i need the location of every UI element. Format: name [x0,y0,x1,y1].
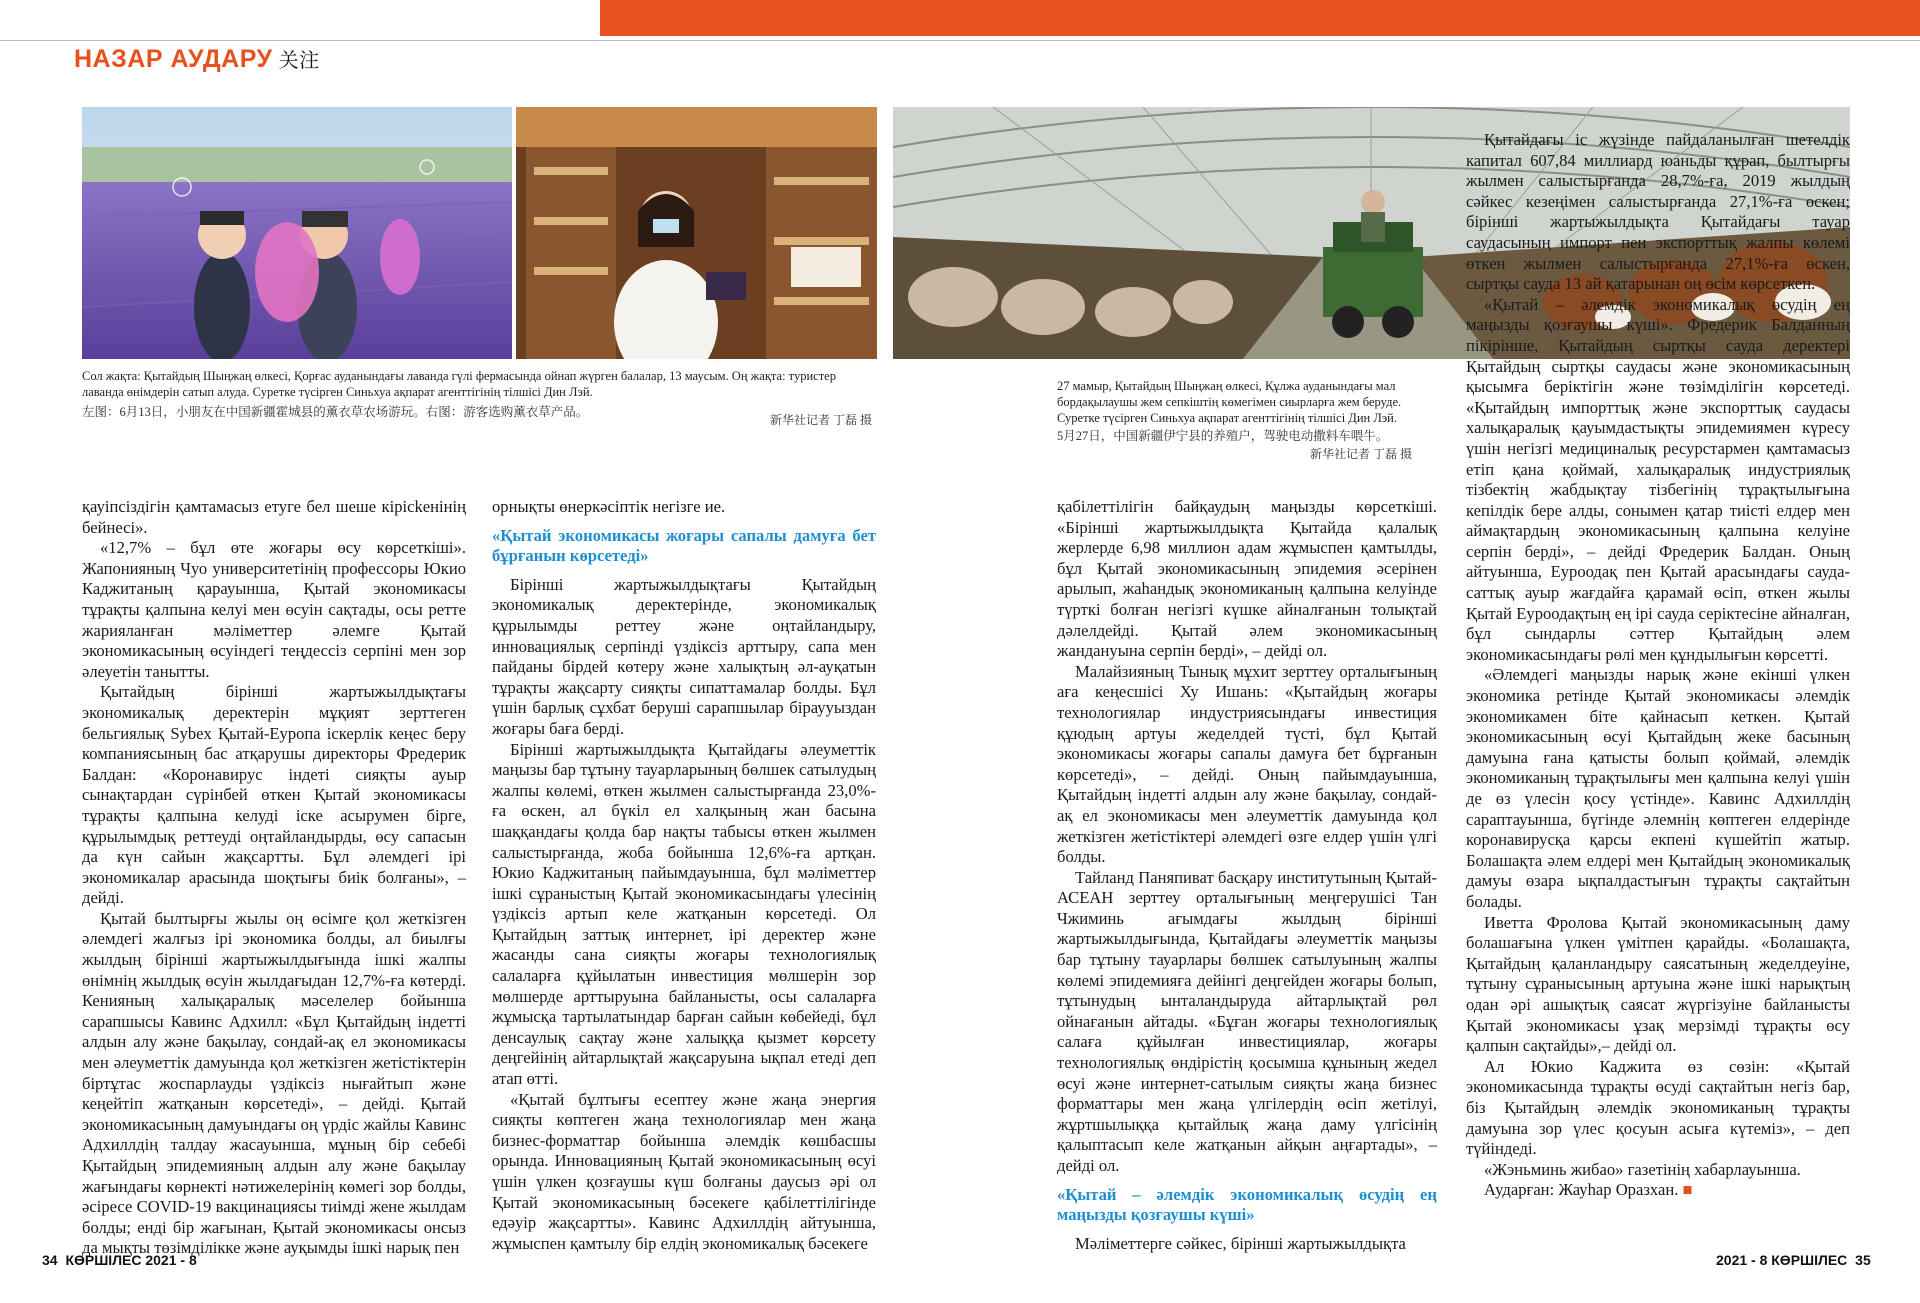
paragraph: қауіпсіздігін қамтамасыз етуге бел шеше кірісkенінің бейнесі». [82,497,466,537]
folio-left [42,1252,197,1268]
folio-right [1716,1252,1871,1268]
photo-lavender-products [516,107,877,359]
text-column-2 [492,497,876,1254]
header-rule [0,40,1920,41]
paragraph: «12,7% – бұл өте жоғары өсу көрсеткіші». Жапонияның Чуо университетінің профессоры Юкио Каджитаның қарауынша, Қытай экономикасы тұрақты қалпына келуі мен өсуін сақтады, осы ретте жарияланған мәліметтер әлемге Қытай экономикасының өсуіндегі теңдессіз серпіні мен зор әлеуетін танытты. [82,538,466,681]
caption-right-kz: 27 мамыр, Қытайдың Шыңжаң өлкесі, Құлжа ауданындағы мал бордақылаушы жем сепкіштің көмегімен сиырларға жем беруде. Суретке түсірген Синьхуа ақпарат агенттігінің тілшісі Дин Лэй. [1057,379,1402,425]
paragraph: «Жэньминь жибао» газетінің хабарлауынша. [1484,1159,1801,1179]
paragraph [1466,1180,1850,1201]
paragraph: «Қытай – әлемдік экономикалық өсудің ең маңызды қозғаушы күші». Фредерик Балданның пікірінше, Қытайдың сыртқы сауда деректері Қытайдың сыртқы саудасы және экономикасының қысымға беріктігін және төзімділігін көрсетеді. «Қытайдың импорттық және экспорттық саудасы халықаралық қауымдастықты эпидемиямен күресу үшін негізгі медициналық ресурстармен қамтамасыз етіп қана қоймай, халықаралық индустриялық тізбектің жабдықтау тізбегінің тұрақтылығына кепілдік бере алды, сонымен қатар тиісті елдер мен аймақтардың экономикасының қалпына келуіне серпін берді», – дейді Фредерик Балдан. Оның айтуынша, Еуроодақ пен Қытай арасындағы сауда-саттық ауыр жағдайға қарамай өсіп, өткен жылы Қытай Еуроодақтың ең ірі сауда серіктесіне айналған, бұл сындарлы сәттер Қытайдың әлем экономикасындағы рөлі мен құндылығын көрсетті. [1466,294,1850,664]
caption-right-zh: 5月27日，中国新疆伊宁县的养殖户，驾驶电动撒料车喂牛。 [1057,429,1389,443]
page-number-left: 34 [42,1252,58,1268]
paragraph: Мәліметтерге сәйкес, бірінші жартыжылдықта [1075,1233,1406,1253]
paragraph: Иветта Фролова Қытай экономикасының даму болашағына үлкен үмітпен қарайды. «Болашақта, Қытайдың қаланландыру саясатының жеделдеуіне, тұтыну сұранысының артуына және ішкі нарықтың одан әрі ашықтық саясат жүргізуіне байланысты Қытай экономикасы ұзақ мерзімді тұрақты өсу қалпын сақтайды»,– дейді ол. [1466,912,1850,1056]
paragraph: «Әлемдегі маңызды нарық және екінші үлкен экономика ретінде Қытай экономикасы әлемдік экономикамен біте қайнасып кеткен. Қытай экономикасының өсуі Қытайдың жеке басының дамуына ғана қатысты болып қоймай, әлемдік экономиканың тұрақтылығы мен қалпына келуі үшін де өз үлесін қосу үстінде». Кавинс Адхиллдің сараптауынша, бүгінде әлемнің көптеген елдерінде коронавирусқа қарсы екпені күшейтіп жатыр. Болашақта әлем елдері мен Қытайдың экономикалық дамуы өзара ықпалдастығын тұрақты сақтайтын болады. [1466,665,1850,911]
subheading: «Қытай экономикасы жоғары сапалы дамуға бет бұрғанын көрсетеді» [492,525,876,566]
caption-left-zh: 左图：6月13日，小朋友在中国新疆霍城县的薰衣草农场游玩。右图：游客选购薰衣草产品。 [82,405,589,419]
paragraph: Қытай былтырғы жылы оң өсімге қол жеткізген әлемдегі жалғыз ірі экономика болды, ал биылғы жылдың бірінші жартыжылдығында ішкі жалпы өнімнің жылдық өсуін жылдағыдан 12,7%-ға көтерді. Кенияның халықаралық мәселелер бойынша сарапшысы Кавинс Адхилл: «Бұл Қытайдың індетті алдын алу және бақылау, сондай-ақ ел экономикасы мен әлеуметтік дамуында қол жеткізген жетістіктерін біртұтас жоспарлауды үздіксіз нығайтып және кеңейтіп жатқанын көрсетеді», – дейді. Қытай экономикасының дамуындағы оң үрдіс жайлы Кавинс Адхиллдің талдау жасауынша, мұның бір себебі Қытайдың эпидемияның алдын алу және бақылау жағындағы көрнекті нәтижелерінің көмегі зор болды, әсіресе COVID-19 вакцинациясы тиімді жене жылдам болды; енді бір жағынан, Қытай экономикасы онсыз да мықты төзімділікке және ауқымды ішкі нарық пен [82,908,466,1258]
caption-right [1057,378,1417,444]
translator-credit: Аударған: Жауһар Оразхан. [1484,1180,1679,1200]
paragraph: орнықты өнеркәсіптік негізге ие. [492,497,726,516]
text-column-4 [1466,130,1850,1201]
section-title-kz: НАЗАР АУДАРУ [74,45,273,73]
lavender-products-image [516,107,877,359]
paragraph: Малайзияның Тынық мұхит зерттеу орталығының аға кеңесшісі Ху Ишань: «Қытайдың жоғары технологиялар индустриясындағы инвестиция құюдың артуы жеделдей түсті, бұл Қытай экономикасы жоғары сапалы дамуға бет бұрғанын көрсетеді», – дейді. Оның пайымдауынша, Қытайдың індетті алдын алу және бақылау, сондай-ақ ел экономикасы мен әлеуметтік дамуында қол жеткізген жетістіктері әлемдегі өзге елдер үшін үлгі болды. [1057,661,1437,867]
paragraph: Қытайдағы іс жүзінде пайдаланылған шетелдік капитал 607,84 миллиард юаньды құрап, былтырғы жылмен салыстырғанда 28,7%-ға, 2019 жылдың сәйкес кезеңімен салыстырғанда 27,1%-ға өскен; бірінші жартыжылдықта Қытайдағы тауар саудасының импорт пен экспорттық жалпы көлемі өткен жылмен салыстырғанда 27,1%-ға өскен, сыртқы сауда 13 ай қатарынан оң өсім көрсеткен. [1466,130,1850,294]
text-column-1 [82,497,466,1259]
caption-left [82,368,879,420]
caption-left-credit: 新华社记者 丁磊 摄 [770,413,873,427]
top-accent-bar [600,0,1920,36]
photo-lavender-children [82,107,512,359]
paragraph: Ал Юкио Каджита өз сөзін: «Қытай экономикасында тұрақты өсуді сақтайтын негіз бар, біз Қытайдың әлемдік экономиканың тұрақты дамуына зор үлес қосуын асыға күтеміз», – деп түйіндеді. [1466,1056,1850,1159]
page-number-right: 35 [1855,1252,1871,1268]
paragraph: Тайланд Паняпиват басқару институтының Қытай-АСЕАН зерттеу орталығының меңгерушісі Тан Чжиминь ағымдағы жылдың бірінші жартыжылдығында, Қытайдағы әлеуметтік маңызы бар тұтыну тауарлары бөлшек сатылуының жалпы көлемі эпидемияға дейінгі деңгейден жоғары болып, тұтынудың ынталандыруда айтарлықтай рөл ойнағанын айтады. «Бұған жоғары технологиялық салаға құйылған инвестициялар, жоғары технологиялық өндірістің қосымша құнының жедел өсуі және интернет-сатылым сияқты жаңа бизнес форматтары мен жаңа үлгілердің өсіп жетілуі, жұртшылыққа қытайлық жаңа даму үлгісінің қалыптасып келе жатқанын айқын аңғартады», – дейді ол. [1057,867,1437,1175]
magazine-issue-left: КӨРШІЛЕС 2021 - 8 [65,1252,197,1268]
caption-left-kz: Сол жақта: Қытайдың Шыңжаң өлкесі, Қорғас ауданындағы лаванда гүлі фермасында ойнап жүрген балалар, 13 маусым. Оң жақта: туристер лаванда өнімдерін сатып алуда. Суретке түсірген Синьхуа ақпарат агенттігінің тілшісі Дин Лэй. [82,369,836,399]
section-title-cn: 关注 [278,50,320,72]
paragraph: «Қытай бұлтығы есептеу және жаңа энергия сияқты көптеген жаңа технологиялар мен жаңа бизнес-форматтар бойынша әлемдік көшбасшы орында. Инновацияның Қытай экономикасының өсуі үшін үлкен қозғаушы күш болғаны даусыз әрі ол Қытай экономикасының бәсекеге қабілеттілігінде едәуір жақсартты». Кавинс Адхиллдің айтуынша, жұмыспен қамтылу бір елдің экономикалық бәсекеге [492,1089,876,1253]
caption-right-credit: 新华社记者 丁磊 摄 [1310,447,1413,461]
end-mark-icon: ■ [1682,1180,1693,1200]
lavender-children-image [82,107,512,359]
section-title [74,44,320,74]
paragraph: Бірінші жартыжылдықта Қытайдағы әлеуметтік маңызы бар тұтыну тауарларының бөлшек сатылудың жалпы көлемі, өткен жылмен салыстырғанда 23,0%-ға өскен, ал бүкіл ел халқының жан басына шаққандағы қолда бар нақты табысы өткен жылмен салыстырғанда, жоба бойынша 12,6%-ға артқан. Юкио Каджитаның пайымдауынша, бұл мәліметтер ішкі сұраныстың Қытай экономикасындағы үлесінің үздіксіз артып келе жатқанын көрсетеді. Ол Қытайдың заттық интернет, ірі деректер және жасанды сана сияқты жоғары технологиялық салаларға құйылатын инвестиция мөлшерін зор мөлшерде арттыруына байланысты, осы салаларға жұмысқа тартылатындар барған сайын көбейеді, бұл денсаулық сақтау және халыққа қызмет көрсету деңгейінің айтарлықтай жақсаруына ықпал етеді деп атап өтті. [492,739,876,1089]
paragraph: қабілеттілігін байқаудың маңызды көрсеткіші. «Бірінші жартыжылдықта Қытайда қалалық жерлерде 6,98 миллион адам жұмыспен қамтылды, бұл Қытай экономикасының эпидемия әсерінен арылып, жаһандық экономиканың қалпына келуінде түрткі болған негізгі күшке айналғанын толықтай дәлелдейді. Қытай әлем экономикасының жандануына серпін берді», – дейді ол. [1057,497,1437,661]
paragraph: Бірінші жартыжылдықтағы Қытайдың экономикалық деректерінде, экономикалық құрылымды реттеу және оңтайландыру, инновациялық серпінді үздіксіз арттыру, сапа мен пайданы бірдей көтеру және халықтың әл-ауқатын тұрақты жақсарту сияқты сипаттамалар болды. Бұл үшін барлық сұхбат беруші сарапшылар біраууыздан жоғары баға берді. [492,574,876,738]
text-column-3 [1057,497,1437,1254]
subheading: «Қытай – әлемдік экономикалық өсудің ең маңызды қозғаушы күші» [1057,1184,1437,1225]
paragraph: Қытайдың бірінші жартыжылдықтағы экономикалық деректерін мұқият зерттеген бельгиялық Sybex Қытай-Еуропа іскерлік кеңес беру компаниясының бас атқарушы директоры Фредерик Балдан: «Коронавирус індеті сияқты ауыр сынақтардан сүрінбей өткен Қытай экономикасы тұрақты қалпына келуді іске асырумен бірге, құрылымдық реттеуді оңтайландырды, өсу сапасын да күн сайын жақсартты. Бұл әлемдегі ірі экономикалар арасында шоқтығы биік болғаны», – дейді. [82,682,466,908]
magazine-issue-right: 2021 - 8 КӨРШІЛЕС [1716,1252,1848,1268]
